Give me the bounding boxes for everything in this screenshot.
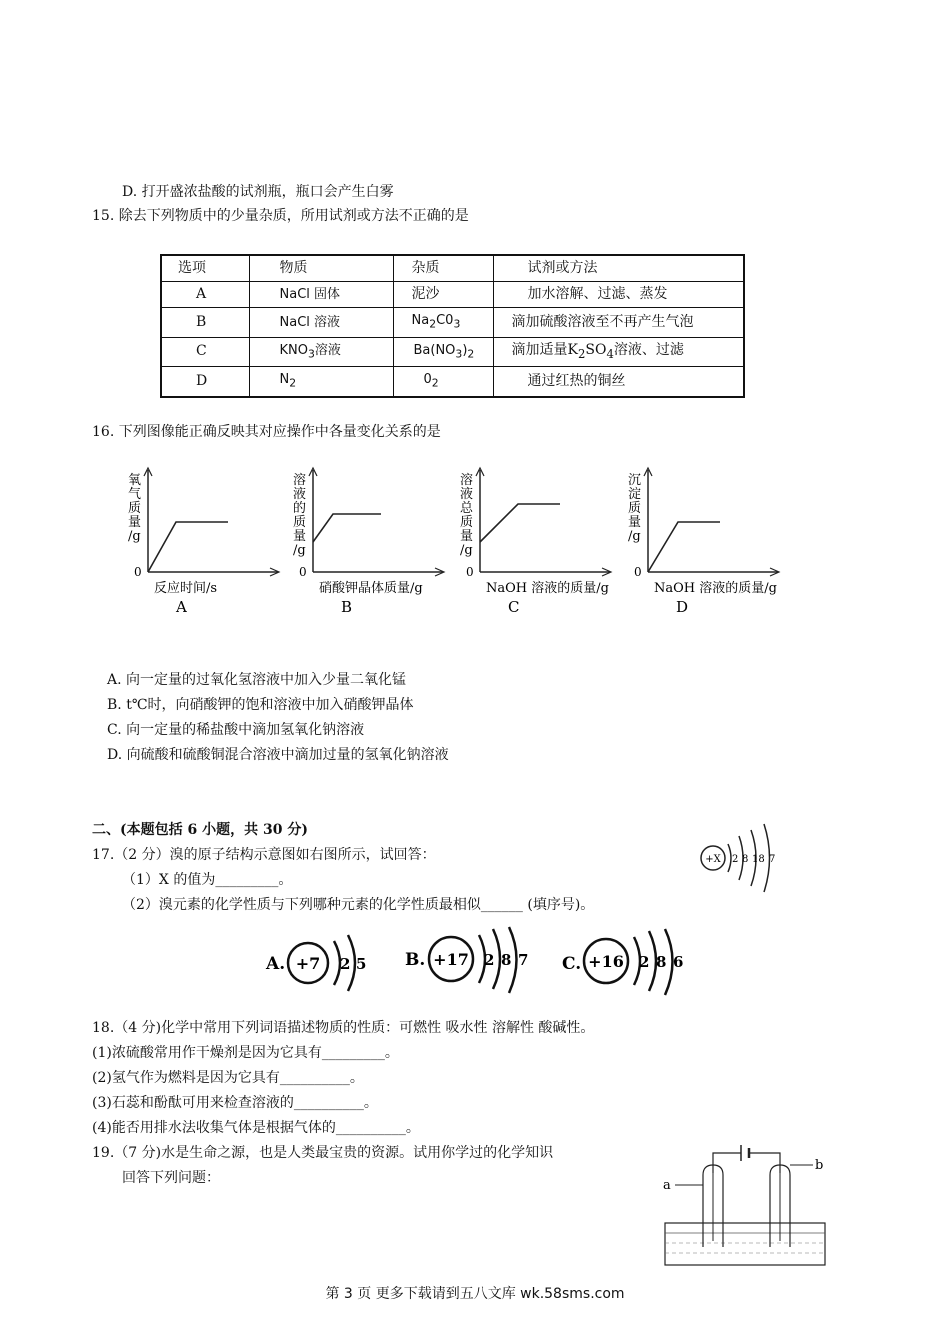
formula-part: KNO	[279, 342, 308, 358]
electrolysis-apparatus	[655, 1135, 835, 1270]
graph-letter: D	[676, 598, 689, 616]
header-option: 选项	[161, 255, 249, 282]
row-method: 加水溶解、过滤、蒸发	[493, 282, 744, 308]
row-impurity	[393, 308, 493, 338]
shell-count: 8	[501, 951, 512, 969]
formula-part: Ba(NO	[413, 342, 456, 358]
circuit-wire	[713, 1153, 780, 1173]
origin-label: 0	[466, 565, 474, 579]
row-option: B	[161, 308, 249, 338]
shell-count: 2	[484, 951, 495, 969]
graph-letter: B	[341, 598, 353, 616]
electron-shell	[728, 844, 731, 872]
shell-count: 6	[673, 953, 684, 971]
formula-sub: 3	[455, 347, 463, 361]
q18-part4: (4)能否用排水法收集气体是根据气体的__________。	[92, 1120, 420, 1136]
y-axis-label-char: 气	[128, 487, 142, 502]
q15-stem: 15. 除去下列物质中的少量杂质，所用试剂或方法不正确的是	[92, 208, 469, 224]
y-axis-label-char: 液	[460, 487, 474, 502]
row-option: C	[161, 337, 249, 367]
section-heading: 二、(本题包括 6 小题，共 30 分)	[92, 822, 308, 838]
row-method: 通过红热的铜丝	[493, 367, 744, 397]
shell-count: 8	[742, 854, 749, 865]
x-axis-label: 硝酸钾晶体质量/g	[319, 581, 423, 596]
q17-part2: （2）溴元素的化学性质与下列哪种元素的化学性质最相似______ (填序号)。	[122, 897, 595, 913]
q18-stem: 18.（4 分)化学中常用下列词语描述物质的性质：可燃性 吸水性 溶解性 酸碱性。	[92, 1020, 595, 1036]
x-axis-label: 反应时间/s	[154, 581, 218, 596]
formula-part: C0	[436, 313, 454, 328]
y-axis-label-char: 淀	[628, 487, 642, 502]
formula-part: N	[279, 372, 290, 388]
header-method: 试剂或方法	[493, 255, 744, 282]
q17-stem: 17.（2 分）溴的原子结构示意图如右图所示，试回答：	[92, 847, 436, 863]
q19-stem: 19.（7 分)水是生命之源，也是人类最宝贵的资源。试用你学过的化学知识	[92, 1145, 554, 1161]
q18-part3: (3)石蕊和酚酞可用来检查溶液的__________。	[92, 1095, 378, 1111]
shell-count: 18	[752, 854, 765, 865]
formula-sub: 3	[307, 347, 315, 361]
formula-sub: 2	[289, 376, 297, 390]
y-axis-label-char: 沉	[628, 473, 642, 488]
formula-sub: 3	[453, 317, 461, 331]
q17-part1: （1）X 的值为_________。	[122, 872, 293, 888]
graph-curve	[148, 522, 228, 572]
page-footer: 第 3 页 更多下载请到五八文库 wk.58sms.com	[325, 1286, 625, 1302]
y-axis-label-char: 氧	[128, 473, 142, 488]
q16-graphs	[120, 462, 800, 627]
q16-option-b: B. t℃时，向硝酸钾的饱和溶液中加入硝酸钾晶体	[107, 697, 414, 713]
y-axis-label-char: /g	[128, 529, 141, 544]
water-trough	[665, 1223, 825, 1265]
table-row	[161, 282, 744, 308]
origin-label: 0	[134, 565, 142, 579]
q19-stem-cont: 回答下列问题：	[122, 1170, 220, 1186]
x-axis-label: NaOH 溶液的质量/g	[654, 581, 777, 596]
q16-option-a: A. 向一定量的过氧化氢溶液中加入少量二氧化锰	[107, 672, 407, 688]
row-option: D	[161, 367, 249, 397]
row-substance: NaCl 溶液	[249, 308, 393, 338]
table-row	[161, 308, 744, 338]
nucleus-label: +X	[705, 854, 721, 865]
row-method: 滴加硫酸溶液至不再产生气泡	[493, 308, 744, 338]
table-row	[161, 337, 744, 367]
row-substance	[249, 367, 393, 397]
formula-sub: 4	[606, 346, 614, 361]
row-substance: NaCl 固体	[249, 282, 393, 308]
y-axis-label-char: 液	[293, 487, 307, 502]
atom-option-b	[405, 927, 528, 993]
formula-part: 滴加适量K	[511, 341, 578, 358]
q18-part2: (2)氢气作为燃料是因为它具有__________。	[92, 1070, 364, 1086]
formula-sub: 2	[577, 346, 586, 361]
table-header-row	[161, 255, 744, 282]
q16-option-d: D. 向硫酸和硫酸铜混合溶液中滴加过量的氢氧化钠溶液	[107, 747, 449, 763]
row-option: A	[161, 282, 249, 308]
table-row	[161, 367, 744, 397]
y-axis-label-char: 质	[628, 501, 642, 516]
formula-part: 溶液	[314, 342, 341, 358]
atom-option-c	[562, 929, 683, 995]
y-axis-label-char: 量	[128, 515, 142, 530]
shell-count: 2	[340, 955, 351, 973]
q14-option-d: D. 打开盛浓盐酸的试剂瓶，瓶口会产生白雾	[122, 184, 394, 200]
y-axis-label-char: 质	[460, 515, 474, 530]
q16-stem: 16. 下列图像能正确反映其对应操作中各量变化关系的是	[92, 424, 441, 440]
graph-curve	[313, 514, 381, 542]
shell-count: 2	[732, 854, 739, 865]
y-axis-label-char: 质	[128, 501, 142, 516]
y-axis-label-char: /g	[628, 529, 641, 544]
atom-option-a	[265, 935, 366, 991]
option-label: C.	[562, 954, 582, 974]
shell-count: 7	[769, 854, 776, 865]
origin-label: 0	[634, 565, 642, 579]
nucleus-label: +7	[295, 954, 321, 973]
formula-sub: 2	[431, 376, 439, 390]
shell-count: 2	[639, 953, 650, 971]
row-substance	[249, 337, 393, 367]
y-axis-label-char: /g	[293, 543, 306, 558]
q16-option-c: C. 向一定量的稀盐酸中滴加氢氧化钠溶液	[107, 722, 365, 738]
graph-letter: A	[176, 598, 187, 616]
formula-sub: 2	[467, 347, 475, 361]
formula-part: 溶液、过滤	[613, 341, 684, 358]
header-impurity: 杂质	[393, 255, 493, 282]
formula-part: 0	[423, 372, 432, 388]
y-axis-label-char: 溶	[293, 473, 307, 488]
y-axis-label-char: 量	[293, 529, 307, 544]
q15-table	[160, 254, 745, 398]
row-impurity	[393, 367, 493, 397]
option-label: B.	[405, 950, 426, 970]
q18-part1: (1)浓硫酸常用作干燥剂是因为它具有_________。	[92, 1045, 399, 1061]
option-label: A.	[266, 954, 286, 974]
x-axis-label: NaOH 溶液的质量/g	[486, 581, 609, 596]
row-impurity	[393, 337, 493, 367]
y-axis-label-char: 总	[460, 501, 474, 516]
y-axis-label-char: 量	[628, 515, 642, 530]
origin-label: 0	[299, 565, 307, 579]
q17-atom-options	[262, 925, 702, 1000]
shell-count: 5	[356, 955, 367, 973]
graph-letter: C	[508, 598, 520, 616]
shell-count: 8	[656, 953, 667, 971]
y-axis-label-char: 的	[293, 501, 307, 516]
y-axis-label-char: 量	[460, 529, 474, 544]
row-impurity: 泥沙	[393, 282, 493, 308]
shell-count: 7	[518, 951, 529, 969]
formula-part: )	[462, 342, 468, 358]
formula-sub: 2	[429, 317, 437, 331]
electron-shell	[649, 931, 656, 991]
formula-part: SO	[585, 341, 607, 358]
formula-part: Na	[411, 313, 430, 328]
y-axis-label-char: 溶	[460, 473, 474, 488]
graph-curve	[648, 522, 720, 572]
label-b: b	[815, 1158, 824, 1173]
label-a: a	[663, 1178, 671, 1193]
nucleus-label: +17	[433, 950, 469, 969]
row-method	[493, 337, 744, 367]
nucleus-label: +16	[588, 952, 624, 971]
y-axis-label-char: 质	[293, 515, 307, 530]
y-axis-label-char: /g	[460, 543, 473, 558]
header-substance: 物质	[249, 255, 393, 282]
graph-curve	[480, 504, 560, 542]
bromine-atom-diagram	[695, 820, 790, 895]
